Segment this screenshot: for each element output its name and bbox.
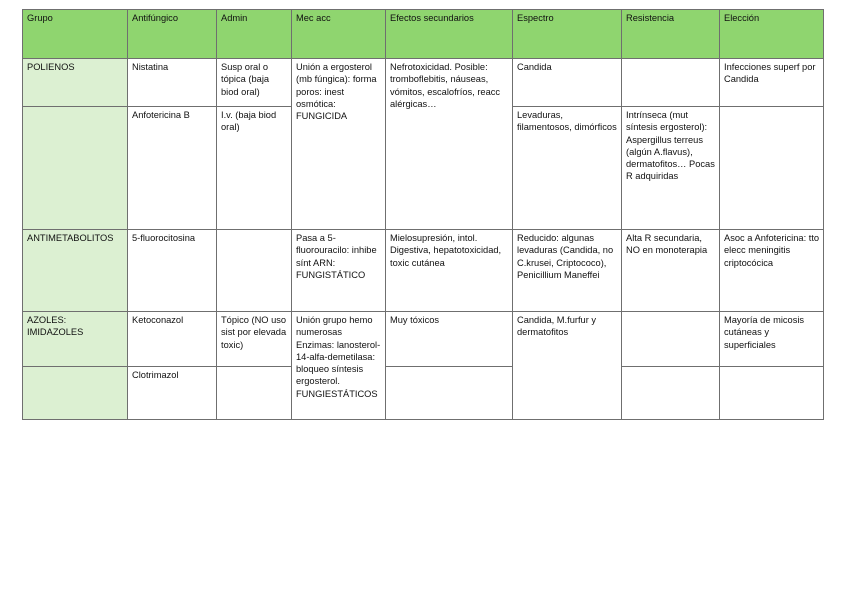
header-grupo: Grupo (23, 10, 128, 59)
admin-cell: I.v. (baja biod oral) (217, 107, 292, 230)
side-effects-cell (386, 367, 513, 420)
header-antifungico: Antifúngico (128, 10, 217, 59)
resistance-cell: Intrínseca (mut síntesis ergosterol): Aspergillus terreus (algún A.flavus), dermatofitos… Pocas R adquiridas (622, 107, 720, 230)
spectrum-cell: Levaduras, filamentosos, dimórficos (513, 107, 622, 230)
header-row (23, 10, 824, 59)
choice-cell: Asoc a Anfotericina: tto elecc meningitis criptocócica (720, 230, 824, 312)
mechanism-cell: Unión a ergosterol (mb fúngica): forma poros: inest osmótica: FUNGICIDA (292, 59, 386, 230)
antifungal-cell: Nistatina (128, 59, 217, 107)
side-effects-cell: Mielosupresión, intol. Digestiva, hepatotoxicidad, toxic cutánea (386, 230, 513, 312)
header-eleccion: Elección (720, 10, 824, 59)
group-cell: ANTIMETABOLITOS (23, 230, 128, 312)
admin-cell (217, 367, 292, 420)
table-row (23, 312, 824, 367)
group-cell: POLIENOS (23, 59, 128, 107)
side-effects-cell: Muy tóxicos (386, 312, 513, 367)
header-resistencia: Resistencia (622, 10, 720, 59)
header-mec-acc: Mec acc (292, 10, 386, 59)
antifungal-cell: Anfotericina B (128, 107, 217, 230)
header-espectro: Espectro (513, 10, 622, 59)
side-effects-cell: Nefrotoxicidad. Posible: tromboflebitis, náuseas, vómitos, escalofríos, reacc alérgicas… (386, 59, 513, 230)
header-admin: Admin (217, 10, 292, 59)
antifungal-table (22, 9, 824, 420)
mechanism-cell: Pasa a 5-fluorouracilo: inhibe sínt ARN: FUNGISTÁTICO (292, 230, 386, 312)
admin-cell (217, 230, 292, 312)
spectrum-cell: Reducido: algunas levaduras (Candida, no C.krusei, Criptococo), Penicillium Maneffei (513, 230, 622, 312)
table-row (23, 59, 824, 107)
antifungal-cell: Ketoconazol (128, 312, 217, 367)
header-efectos: Efectos secundarios (386, 10, 513, 59)
resistance-cell (622, 312, 720, 367)
choice-cell: Infecciones superf por Candida (720, 59, 824, 107)
choice-cell (720, 107, 824, 230)
admin-cell: Susp oral o tópica (baja biod oral) (217, 59, 292, 107)
table-row (23, 230, 824, 312)
antifungal-cell: Clotrimazol (128, 367, 217, 420)
group-cell (23, 367, 128, 420)
choice-cell: Mayoría de micosis cutáneas y superficiales (720, 312, 824, 367)
group-cell: AZOLES: IMIDAZOLES (23, 312, 128, 367)
choice-cell (720, 367, 824, 420)
spectrum-cell: Candida, M.furfur y dermatofitos (513, 312, 622, 420)
mechanism-cell: Unión grupo hemo numerosas Enzimas: lanosterol-14-alfa-demetilasa: bloqueo síntesis ergosterol. FUNGIESTÁTICOS (292, 312, 386, 420)
group-cell (23, 107, 128, 230)
antifungal-cell: 5-fluorocitosina (128, 230, 217, 312)
resistance-cell (622, 367, 720, 420)
spectrum-cell: Candida (513, 59, 622, 107)
resistance-cell (622, 59, 720, 107)
table-row (23, 367, 824, 420)
resistance-cell: Alta R secundaria, NO en monoterapia (622, 230, 720, 312)
admin-cell: Tópico (NO uso sist por elevada toxic) (217, 312, 292, 367)
